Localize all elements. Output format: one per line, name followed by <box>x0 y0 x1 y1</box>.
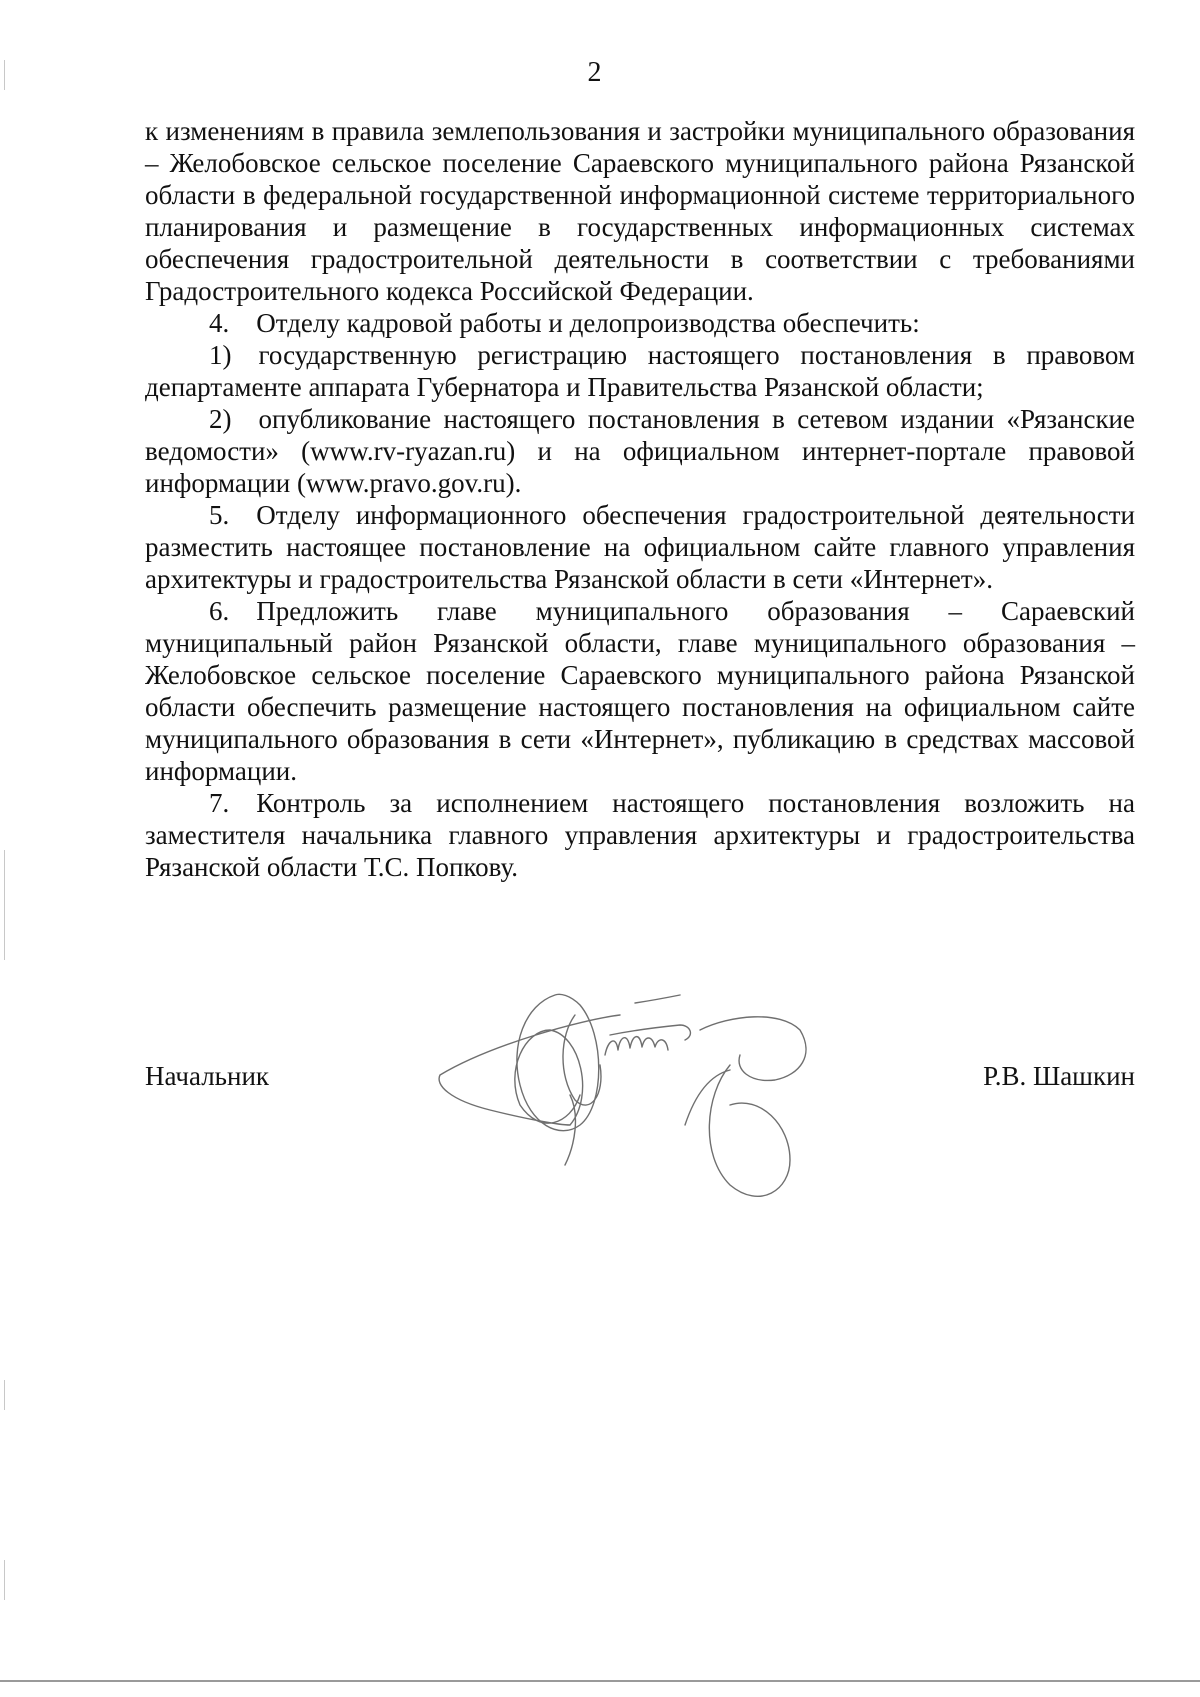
scan-edge-mark <box>4 60 5 90</box>
scan-edge-mark <box>4 1560 5 1600</box>
signatory-name: Р.В. Шашкин <box>983 1061 1135 1091</box>
paragraph-item-4-2: 2) опубликование настоящего постановления в сетевом издании «Рязанские ведомости» (www.rv-ryazan.ru) и на официальном интернет-портале правовой информации (www.pravo.gov.ru). <box>145 404 1135 498</box>
document-body <box>145 115 1135 883</box>
paragraph-continuation: к изменениям в правила землепользования и застройки муниципального образования – Желобовское сельское поселение Сараевского муниципального района Рязанской области в федеральной государственной информационной системе территориального планирования и размещение в государственных информационных системах обеспечения градостроительной деятельности в соответствии с требованиями Градостроительного кодекса Российской Федерации. <box>145 116 1135 306</box>
page-number: 2 <box>587 57 602 88</box>
paragraph-item-5: 5. Отделу информационного обеспечения градостроительной деятельности разместить настоящее постановление на официальном сайте главного управления архитектуры и градостроительства Рязанской области в сети «Интернет». <box>145 500 1135 594</box>
bottom-scan-line <box>0 1680 1200 1682</box>
paragraph-item-6: 6. Предложить главе муниципального образования – Сараевский муниципальный район Рязанской области, главе муниципального образования – Желобовское сельское поселение Сараевского муниципального района Рязанской области обеспечить размещение настоящего постановления на официальном сайте муниципального образования в сети «Интернет», публикацию в средствах массовой информации. <box>145 596 1135 786</box>
scan-edge-mark <box>4 1380 5 1410</box>
paragraph-item-4-1: 1) государственную регистрацию настоящего постановления в правовом департаменте аппарата Губернатора и Правительства Рязанской области; <box>145 340 1135 402</box>
paragraph-item-7: 7. Контроль за исполнением настоящего постановления возложить на заместителя начальника главного управления архитектуры и градостроительства Рязанской области Т.С. Попкову. <box>145 788 1135 882</box>
scan-edge-mark <box>4 850 5 960</box>
handwritten-signature <box>430 975 890 1235</box>
signatory-position: Начальник <box>145 1061 270 1091</box>
paragraph-item-4: 4. Отделу кадровой работы и делопроизводства обеспечить: <box>209 308 920 338</box>
